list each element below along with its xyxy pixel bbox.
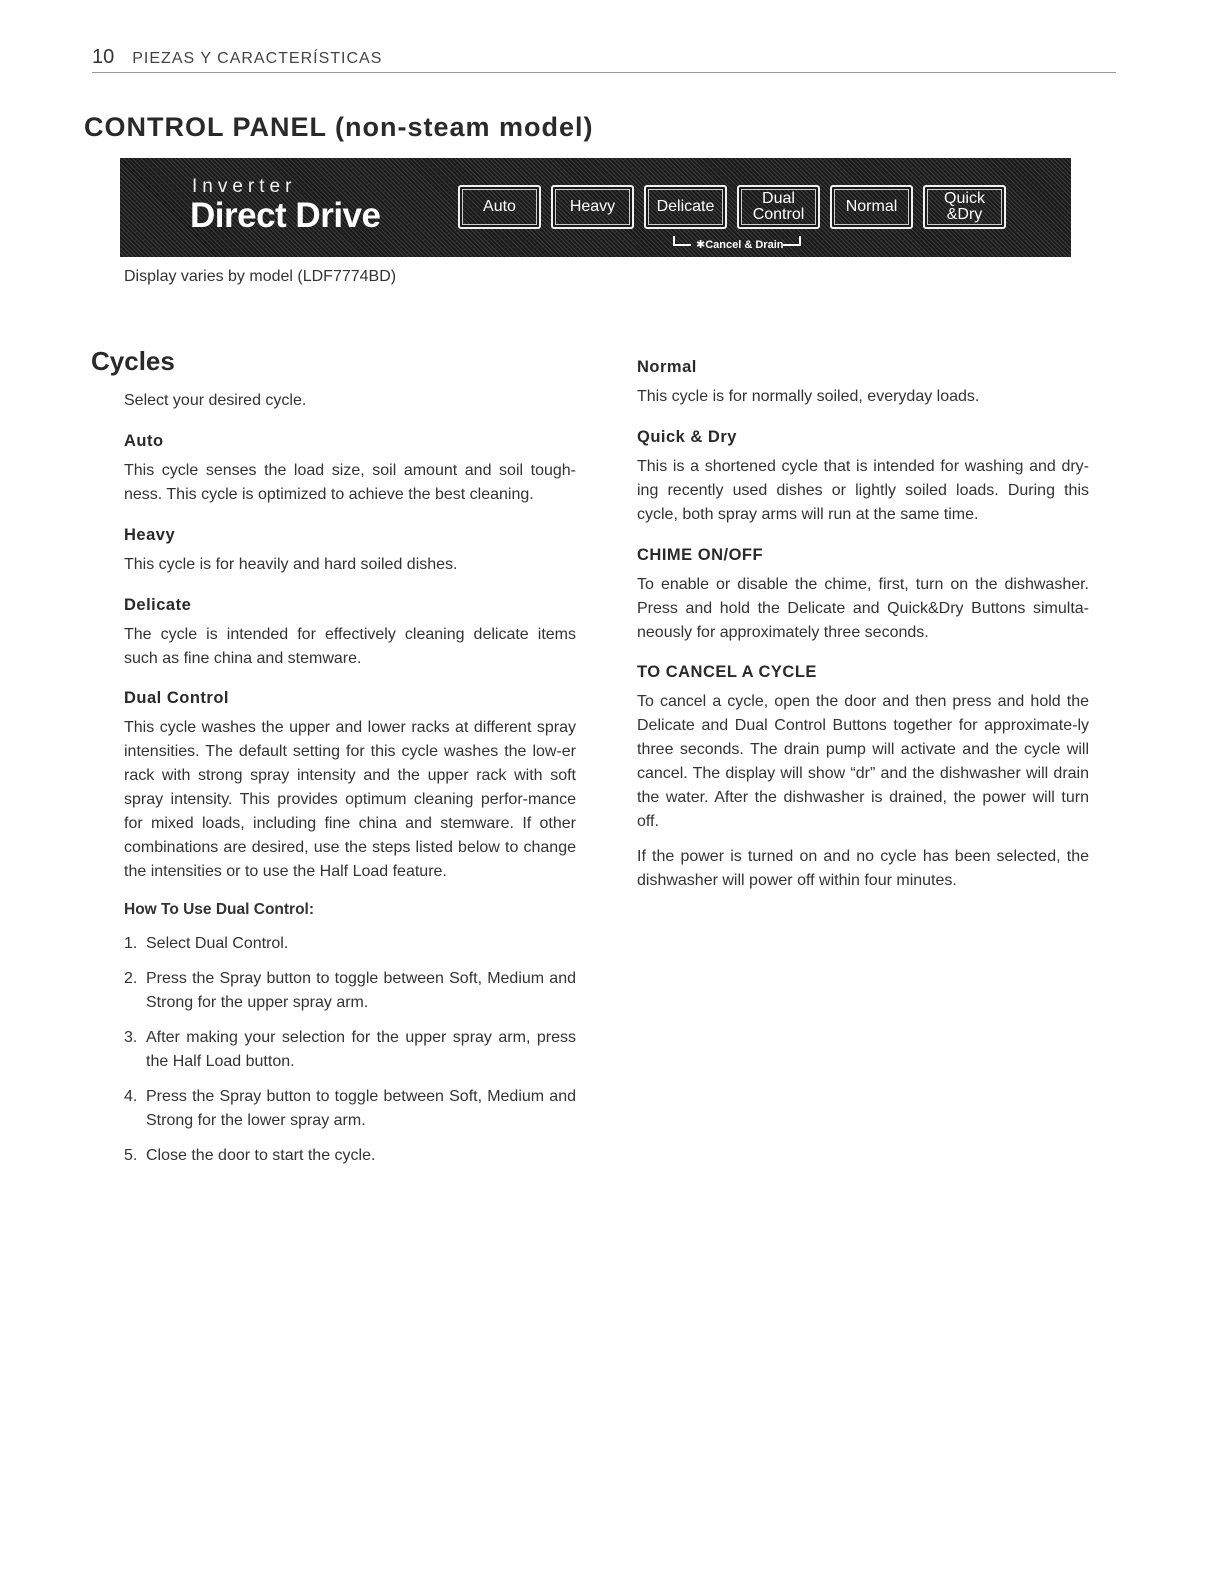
cancel-bracket-right [783,236,801,246]
cancel-section [637,660,1089,893]
page-number: 10 [92,46,115,68]
heavy-heading: Heavy [124,526,176,544]
list-item: 4. Press the Spray button to toggle between Soft, Medium and Strong for the lower spray arm. [124,1088,576,1129]
panel-button-dual-control: Dual Control [737,185,820,229]
header-section: PIEZAS Y CARACTERÍSTICAS [132,50,383,67]
cancel-drain-label: ✱Cancel & Drain [696,239,784,251]
dual-steps [124,932,576,1168]
delicate-section [124,593,576,671]
auto-section [124,429,576,507]
panel-button-quick-dry: Quick &Dry [923,185,1006,229]
normal-section [637,355,1089,409]
panel-button-heavy: Heavy [551,185,634,229]
panel-button-delicate: Delicate [644,185,727,229]
panel-buttons [458,185,1006,229]
cycles-intro [124,389,576,413]
cycles-title: Cycles [91,346,175,376]
chime-heading: CHIME ON/OFF [637,546,764,564]
delicate-text: The cycle is intended for effectively cleaning delicate items such as fine china and stemware. [124,626,576,667]
cycles-intro-text: Select your desired cycle. [124,392,307,409]
delicate-heading: Delicate [124,596,192,614]
heavy-text: This cycle is for heavily and hard soiled dishes. [124,556,458,573]
brand-inverter: Inverter [192,176,297,197]
list-item: 2. Press the Spray button to toggle between Soft, Medium and Strong for the upper spray arm. [124,970,576,1011]
cancel-bracket-left [673,236,691,246]
panel-button-auto: Auto [458,185,541,229]
heavy-section [124,523,576,577]
list-item: 3. After making your selection for the upper spray arm, press the Half Load button. [124,1029,576,1070]
dual-heading: Dual Control [124,689,229,707]
panel-caption: Display varies by model (LDF7774BD) [124,268,397,285]
section-title: CONTROL PANEL (non-steam model) [84,112,594,142]
chime-section [637,543,1089,645]
cancel-heading: TO CANCEL A CYCLE [637,663,817,681]
brand-direct-drive: Direct Drive [190,196,381,235]
quick-dry-section [637,425,1089,527]
control-panel-image [120,158,1071,257]
cancel-text-2: If the power is turned on and no cycle has been selected, the dishwasher will power off within four minutes. [637,848,1089,889]
page-header [92,46,1116,73]
auto-text: This cycle senses the load size, soil amount and soil tough-ness. This cycle is optimized to achieve the best cleaning. [124,462,576,503]
list-item: 5. Close the door to start the cycle. [124,1147,376,1164]
cancel-text: To cancel a cycle, open the door and then press and hold the Delicate and Dual Control Buttons together for approximate-ly three seconds. The drain pump will activate and the cycle will cancel. The display will show “dr” and the dishwasher will drain the water. After the dishwasher is drained, the power will turn off. [637,693,1089,830]
dual-howto: How To Use Dual Control: [124,901,315,918]
normal-heading: Normal [637,358,697,376]
quick-dry-text: This is a shortened cycle that is intended for washing and dry-ing recently used dishes or lightly soiled loads. During this cycle, both spray arms will run at the same time. [637,458,1089,523]
auto-heading: Auto [124,432,164,450]
panel-button-normal: Normal [830,185,913,229]
dual-section [124,686,576,1179]
list-item: 1. Select Dual Control. [124,935,289,952]
normal-text: This cycle is for normally soiled, everyday loads. [637,388,980,405]
chime-text: To enable or disable the chime, first, turn on the dishwasher. Press and hold the Delicate and Quick&Dry Buttons simulta-neously for approximately three seconds. [637,576,1089,641]
dual-text: This cycle washes the upper and lower racks at different spray intensities. The default setting for this cycle washes the low-er rack with strong spray intensity and the upper rack with soft spray intensity. This provides optimum cleaning perfor-mance for mixed loads, including fine china and stemware. If other combinations are desired, use the steps listed below to change the intensities or to use the Half Load feature. [124,719,576,880]
quick-dry-heading: Quick & Dry [637,428,737,446]
